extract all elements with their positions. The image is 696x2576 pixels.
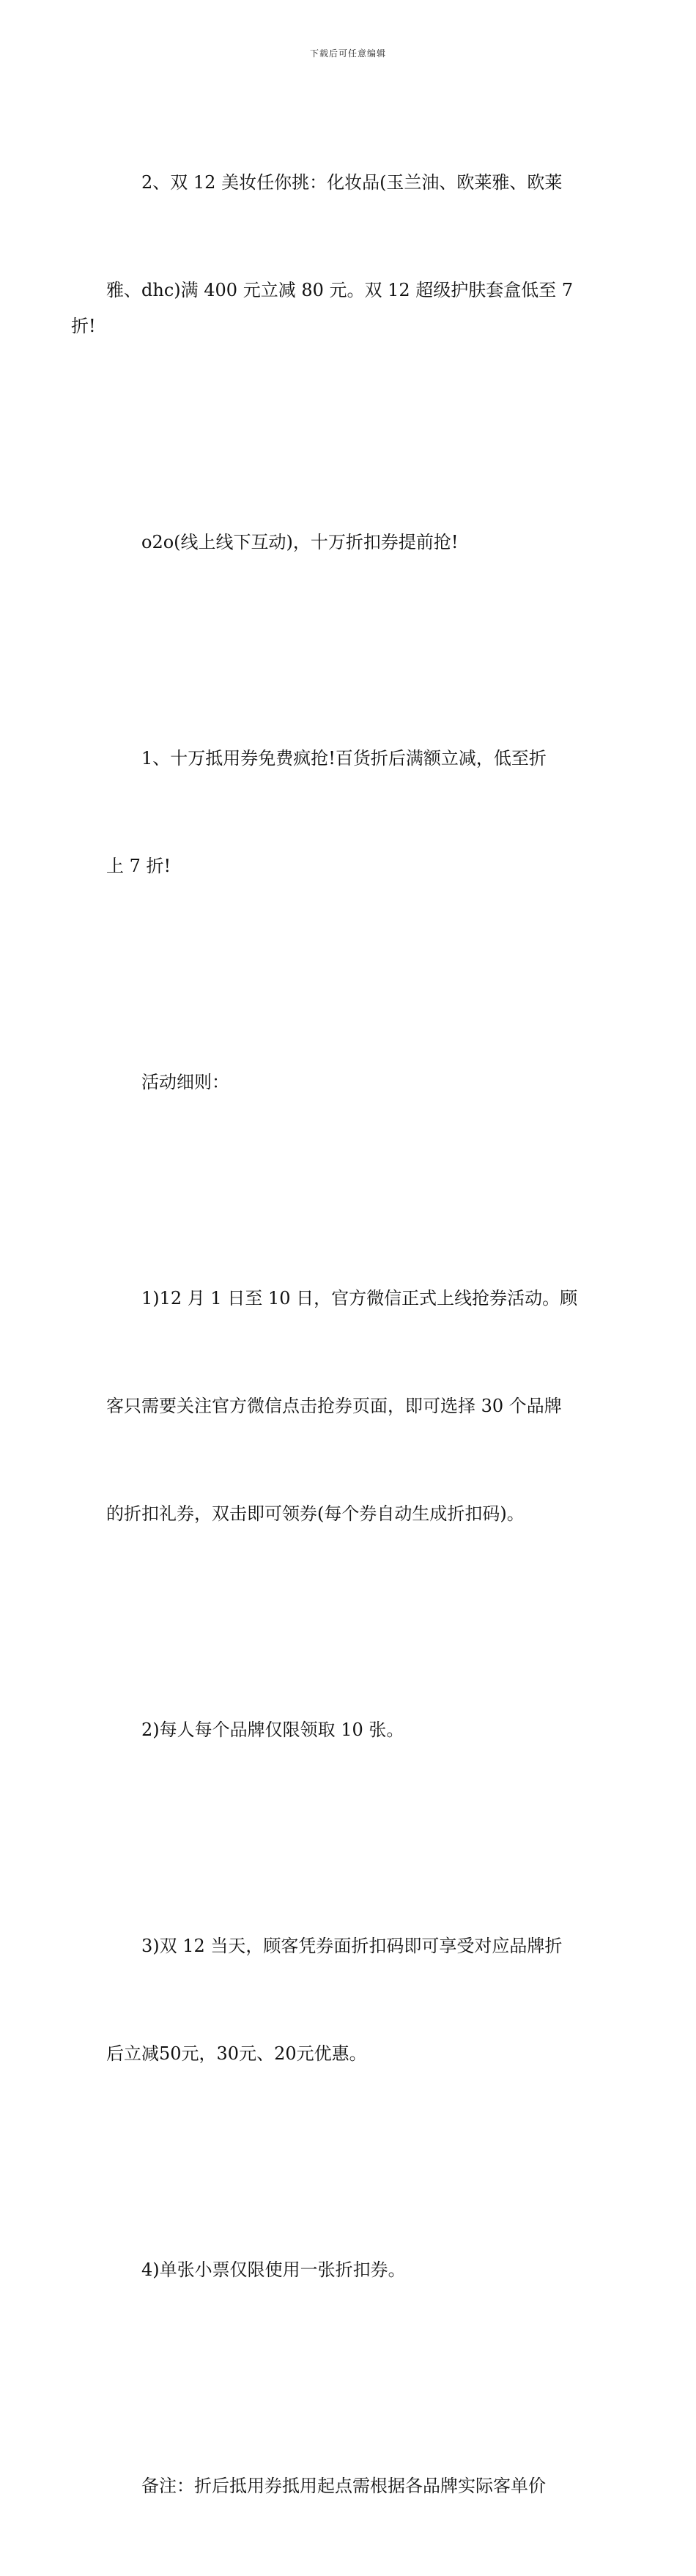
text-line: 2、双 12 美妆任你挑：化妆品(玉兰油、欧莱雅、欧莱 bbox=[141, 172, 563, 193]
paragraph-o2o-heading bbox=[106, 453, 591, 632]
document-body bbox=[71, 93, 591, 2576]
text-line: 雅、dhc)满 400 元立减 80 元。双 12 超级护肤套盒低至 7 折! bbox=[71, 280, 579, 336]
text-line: o2o(线上线下互动)，十万折扣券提前抢! bbox=[141, 532, 459, 552]
text-line: 1、十万抵用券免费疯抢!百货折后满额立减，低至折 bbox=[141, 748, 547, 769]
text-line: 4)单张小票仅限使用一张折扣券。 bbox=[141, 2259, 406, 2280]
paragraph-rule-3 bbox=[106, 1857, 591, 2144]
paragraph-note bbox=[106, 2397, 591, 2576]
text-line: 客只需要关注官方微信点击抢券页面，即可选择 30 个品牌 bbox=[106, 1396, 562, 1416]
text-line: 1)12 月 1 日至 10 日，官方微信正式上线抢券活动。顾 bbox=[141, 1288, 578, 1309]
paragraph-coupon-offer bbox=[106, 669, 591, 956]
text-line: 活动细则： bbox=[141, 1072, 229, 1092]
paragraph-rule-2 bbox=[106, 1640, 591, 1820]
text-line: 上 7 折! bbox=[106, 856, 171, 876]
text-line: 的折扣礼券，双击即可领券(每个券自动生成折扣码)。 bbox=[106, 1503, 525, 1524]
text-line: 3)双 12 当天，顾客凭券面折扣码即可享受对应品牌折 bbox=[141, 1936, 563, 1956]
paragraph-rule-4 bbox=[106, 2180, 591, 2360]
paragraph-rule-1 bbox=[106, 1209, 591, 1604]
text-line: 备注：折后抵用券抵用起点需根据各品牌实际客单价 bbox=[141, 2476, 546, 2496]
text-line: 后立减50元，30元、20元优惠。 bbox=[106, 2043, 367, 2064]
text-line: 2)每人每个品牌仅限领取 10 张。 bbox=[141, 1720, 404, 1740]
paragraph-beauty-offer bbox=[71, 93, 591, 416]
page-header: 下载后可任意编辑 bbox=[309, 48, 386, 59]
paragraph-rules-heading bbox=[106, 993, 591, 1172]
